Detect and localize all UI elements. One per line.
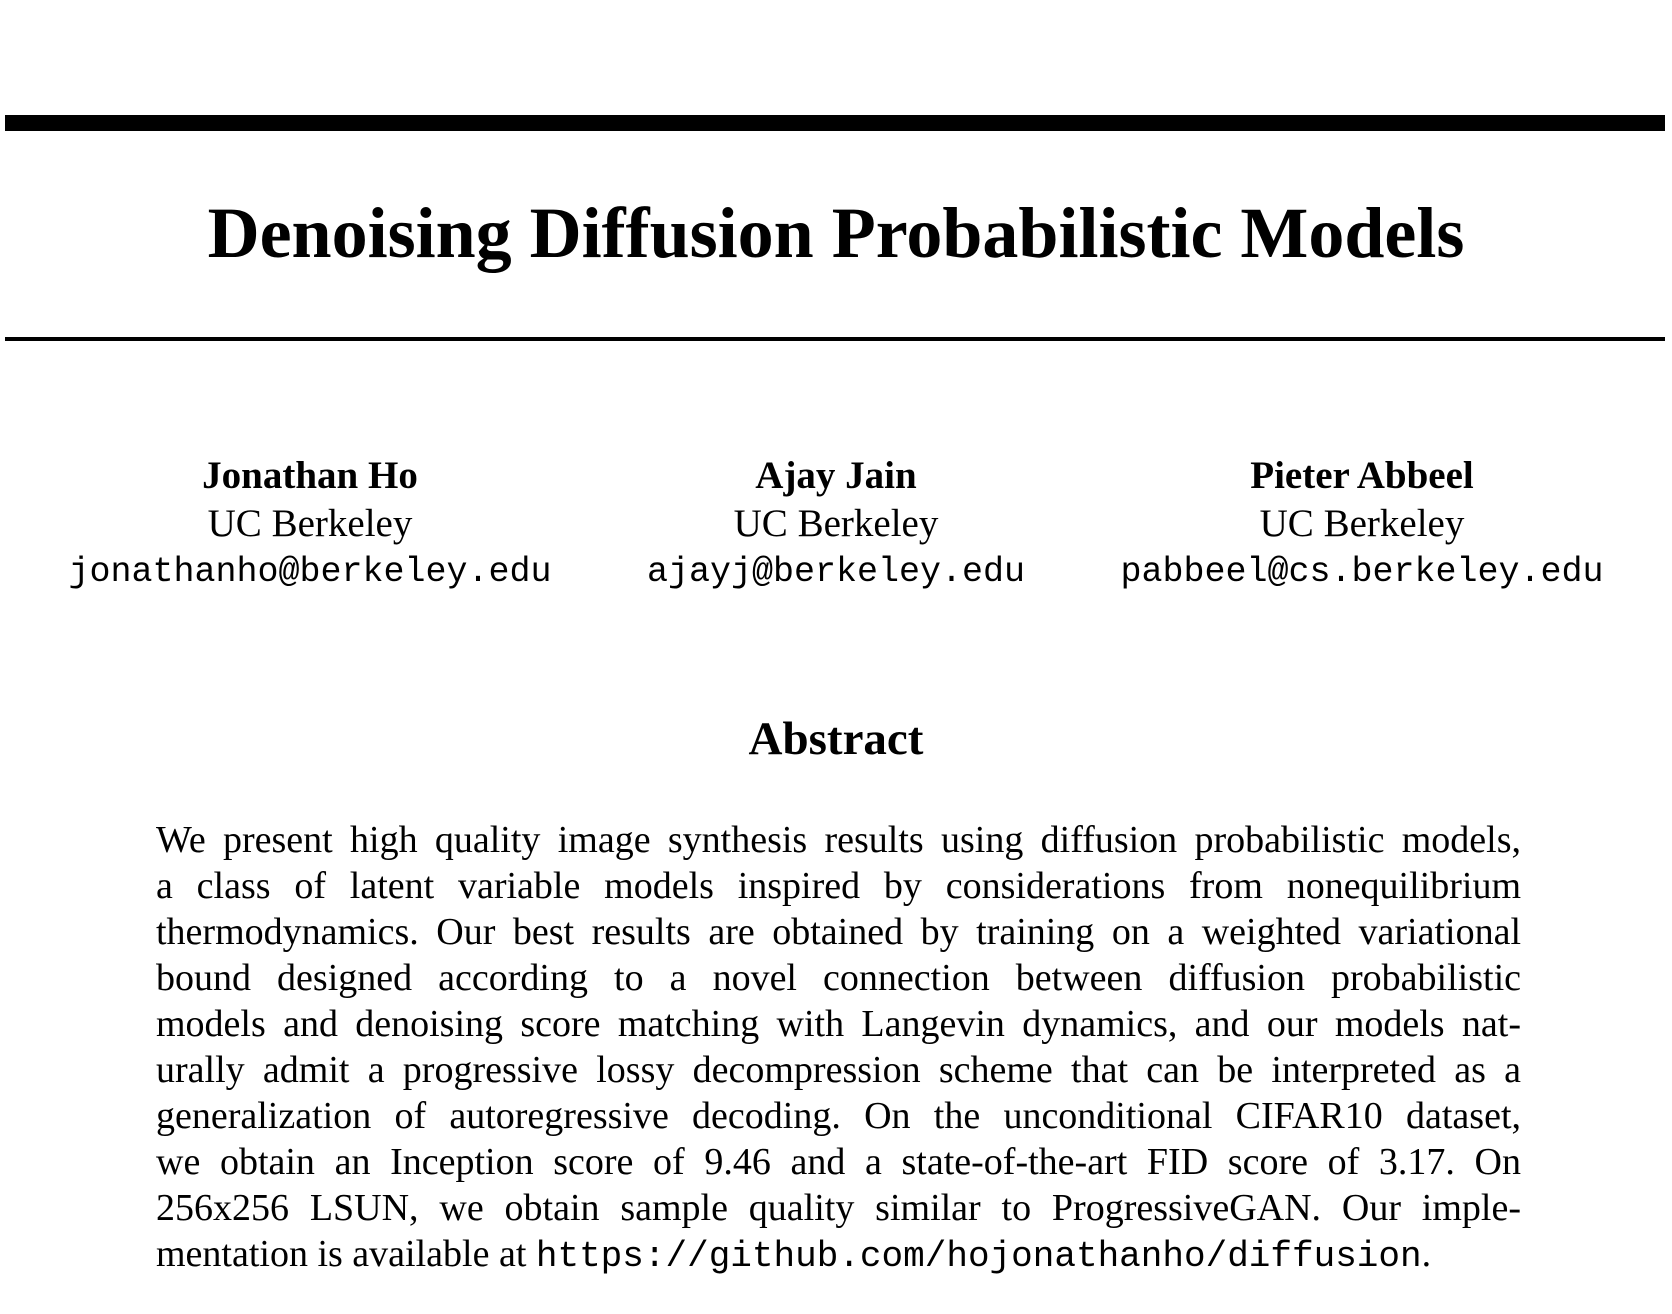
abstract-line: we obtain an Inception score of 9.46 and a state-of-the-art FID score of 3.17. On [156,1141,1521,1183]
author-name: Jonathan Ho [202,454,418,497]
abstract-last-line [156,1231,1521,1277]
abstract-line: 256x256 LSUN, we obtain sample quality similar to ProgressiveGAN. Our imple- [156,1187,1521,1229]
author-name: Pieter Abbeel [1250,454,1474,497]
author-email: jonathanho@berkeley.edu [68,552,552,592]
author-affiliation: UC Berkeley [207,502,413,545]
abstract-body [156,817,1521,1277]
abstract-last-line-period: . [1421,1233,1432,1275]
abstract-heading: Abstract [748,713,924,765]
author-affiliation: UC Berkeley [1259,502,1465,545]
title-bottom-rule [5,337,1665,341]
author-email: ajayj@berkeley.edu [646,552,1026,592]
abstract-line: urally admit a progressive lossy decompression scheme that can be interpreted as a [156,1049,1521,1091]
author-name: Ajay Jain [755,454,917,497]
top-rule [5,115,1665,131]
abstract-line: thermodynamics. Our best results are obtained by training on a weighted variational [156,911,1521,953]
abstract-line: models and denoising score matching with Langevin dynamics, and our models nat- [156,1003,1521,1045]
abstract-last-line-text: mentation is available at [156,1233,536,1275]
author-block [30,452,590,596]
abstract-line: generalization of autoregressive decoding. On the unconditional CIFAR10 dataset, [156,1095,1521,1137]
abstract-line: bound designed according to a novel connection between diffusion probabilistic [156,957,1521,999]
abstract-line: We present high quality image synthesis results using diffusion probabilistic models, [156,819,1521,861]
code-url-link[interactable]: https://github.com/hojonathanho/diffusion [535,1236,1422,1277]
abstract-line: a class of latent variable models inspired by considerations from nonequilibrium [156,865,1521,907]
author-email: pabbeel@cs.berkeley.edu [1120,552,1604,592]
author-affiliation: UC Berkeley [733,502,939,545]
author-block [1082,452,1642,596]
paper-title: Denoising Diffusion Probabilistic Models [207,193,1465,273]
author-block [556,452,1116,596]
